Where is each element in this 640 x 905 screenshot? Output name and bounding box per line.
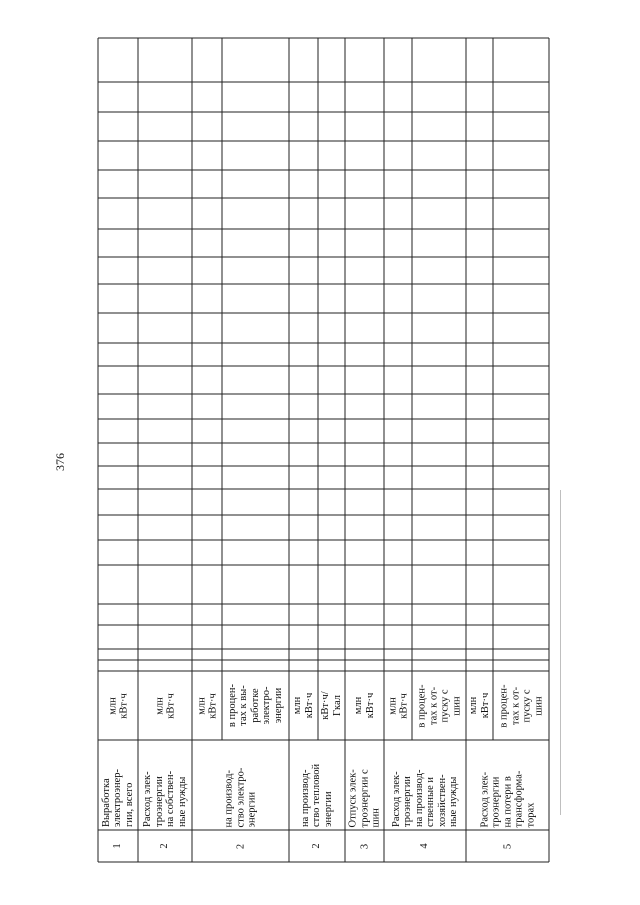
row-indicator-name	[345, 740, 384, 830]
row-unit-line: млн	[195, 696, 207, 715]
row-unit-line: шин	[532, 695, 544, 716]
row-unit-line: в процен-	[416, 683, 427, 728]
row-unit	[192, 671, 222, 740]
row-indicator-name-line: троэнергии	[490, 776, 502, 827]
row-unit-line: млн	[106, 696, 118, 715]
row-unit	[345, 671, 384, 740]
row-unit	[466, 671, 493, 740]
row-indicator-name-line: ные нужды	[176, 776, 188, 827]
row-unit-line: млн	[153, 696, 165, 715]
row-indicator-name-line: Отпуск элек-	[347, 768, 359, 827]
row-unit-line: кВт·ч	[165, 692, 176, 719]
row-indicator-name-line: ные нужды	[448, 776, 459, 827]
row-indicator-name-line: шин	[370, 807, 382, 827]
row-unit-line: кВт·ч	[479, 692, 491, 719]
row-unit-line: работке	[249, 688, 261, 723]
row-unit-line: кВт·ч/	[320, 691, 331, 720]
row-unit-line: в процен-	[498, 683, 509, 728]
row-number-line: 5	[501, 843, 513, 849]
row-unit-line: электро-	[261, 686, 273, 725]
row-indicator-name-line: Расход элек-	[142, 771, 153, 827]
row-number	[345, 830, 384, 862]
row-unit-line: кВт·ч	[303, 692, 315, 719]
row-unit-line: млн	[386, 696, 398, 715]
row-unit	[493, 671, 549, 740]
row-unit-line: Гкал	[331, 695, 343, 717]
row-number	[192, 830, 289, 862]
row-number	[98, 830, 138, 862]
row-unit-line: энергии	[272, 687, 284, 724]
row-indicator-name	[192, 740, 289, 830]
row-unit-line: шин	[450, 695, 462, 716]
row-indicator-name-line: Выработка	[100, 778, 112, 827]
row-indicator-name-line: энергии	[246, 791, 258, 827]
row-indicator-name-line: на производ-	[223, 769, 235, 827]
row-indicator-name-line: электроэнер-	[112, 768, 124, 827]
row-indicator-name-line: на потери в	[501, 775, 513, 827]
row-unit-line: млн	[353, 696, 364, 715]
page-number: 376	[53, 453, 67, 471]
row-unit	[412, 671, 466, 740]
row-indicator-name-line: ственные и	[425, 776, 436, 827]
row-unit	[138, 671, 192, 740]
row-unit-line: тах к вы-	[238, 685, 250, 726]
row-indicator-name-line: хозяйствен-	[436, 774, 448, 827]
row-unit-line: кВт·ч	[364, 692, 376, 719]
row-number	[466, 830, 549, 862]
row-unit-line: пуску с	[521, 688, 532, 723]
row-number-line: 2	[311, 843, 323, 849]
row-indicator-name-line: на собствен-	[165, 770, 176, 827]
row-unit	[289, 671, 318, 740]
row-number-line: 2	[234, 843, 246, 849]
row-unit	[222, 671, 289, 740]
row-number	[289, 830, 345, 862]
row-unit	[318, 671, 345, 740]
row-indicator-name-line: торах	[524, 802, 536, 827]
row-unit	[98, 671, 138, 740]
row-indicator-name-line: троэнергии	[402, 776, 413, 827]
row-indicator-name-line: ство тепловой	[311, 763, 323, 827]
row-number-line: 1	[112, 843, 124, 849]
row-indicator-name	[138, 740, 192, 830]
row-indicator-name	[289, 740, 345, 830]
row-number	[138, 830, 192, 862]
row-indicator-name-line: трансформа-	[513, 770, 525, 827]
row-unit-line: кВт·ч	[207, 692, 218, 719]
row-unit-line: кВт·ч	[118, 692, 129, 719]
row-number	[384, 830, 466, 862]
row-unit-line: пуску с	[439, 688, 450, 723]
row-indicator-name-line: на производ-	[299, 769, 311, 827]
row-indicator-name-line: троэнергии	[153, 776, 165, 827]
row-indicator-name-line: ство электро-	[234, 767, 246, 827]
row-indicator-name-line: на производ-	[413, 769, 425, 827]
row-indicator-name	[98, 740, 138, 830]
row-indicator-name-line: энергии	[322, 791, 334, 827]
row-indicator-name-line: Расход элек-	[390, 771, 402, 827]
row-indicator-name-line: гии, всего	[123, 782, 135, 827]
row-number-line: 3	[358, 843, 370, 849]
row-indicator-name-line: Расход элек-	[478, 771, 490, 827]
row-unit-line: млн	[468, 696, 479, 715]
row-unit-line: млн	[292, 696, 303, 715]
row-number-line: 4	[419, 843, 431, 849]
row-indicator-name	[466, 740, 549, 830]
row-unit-line: тах к от-	[509, 686, 521, 725]
row-indicator-name	[384, 740, 466, 830]
row-unit	[384, 671, 412, 740]
row-number-line: 2	[159, 843, 171, 849]
row-unit-line: кВт·ч	[398, 692, 409, 719]
row-indicator-name-line: троэнергии с	[358, 768, 370, 827]
row-unit-line: тах к от-	[427, 686, 439, 725]
row-unit-line: в процен-	[226, 683, 238, 728]
